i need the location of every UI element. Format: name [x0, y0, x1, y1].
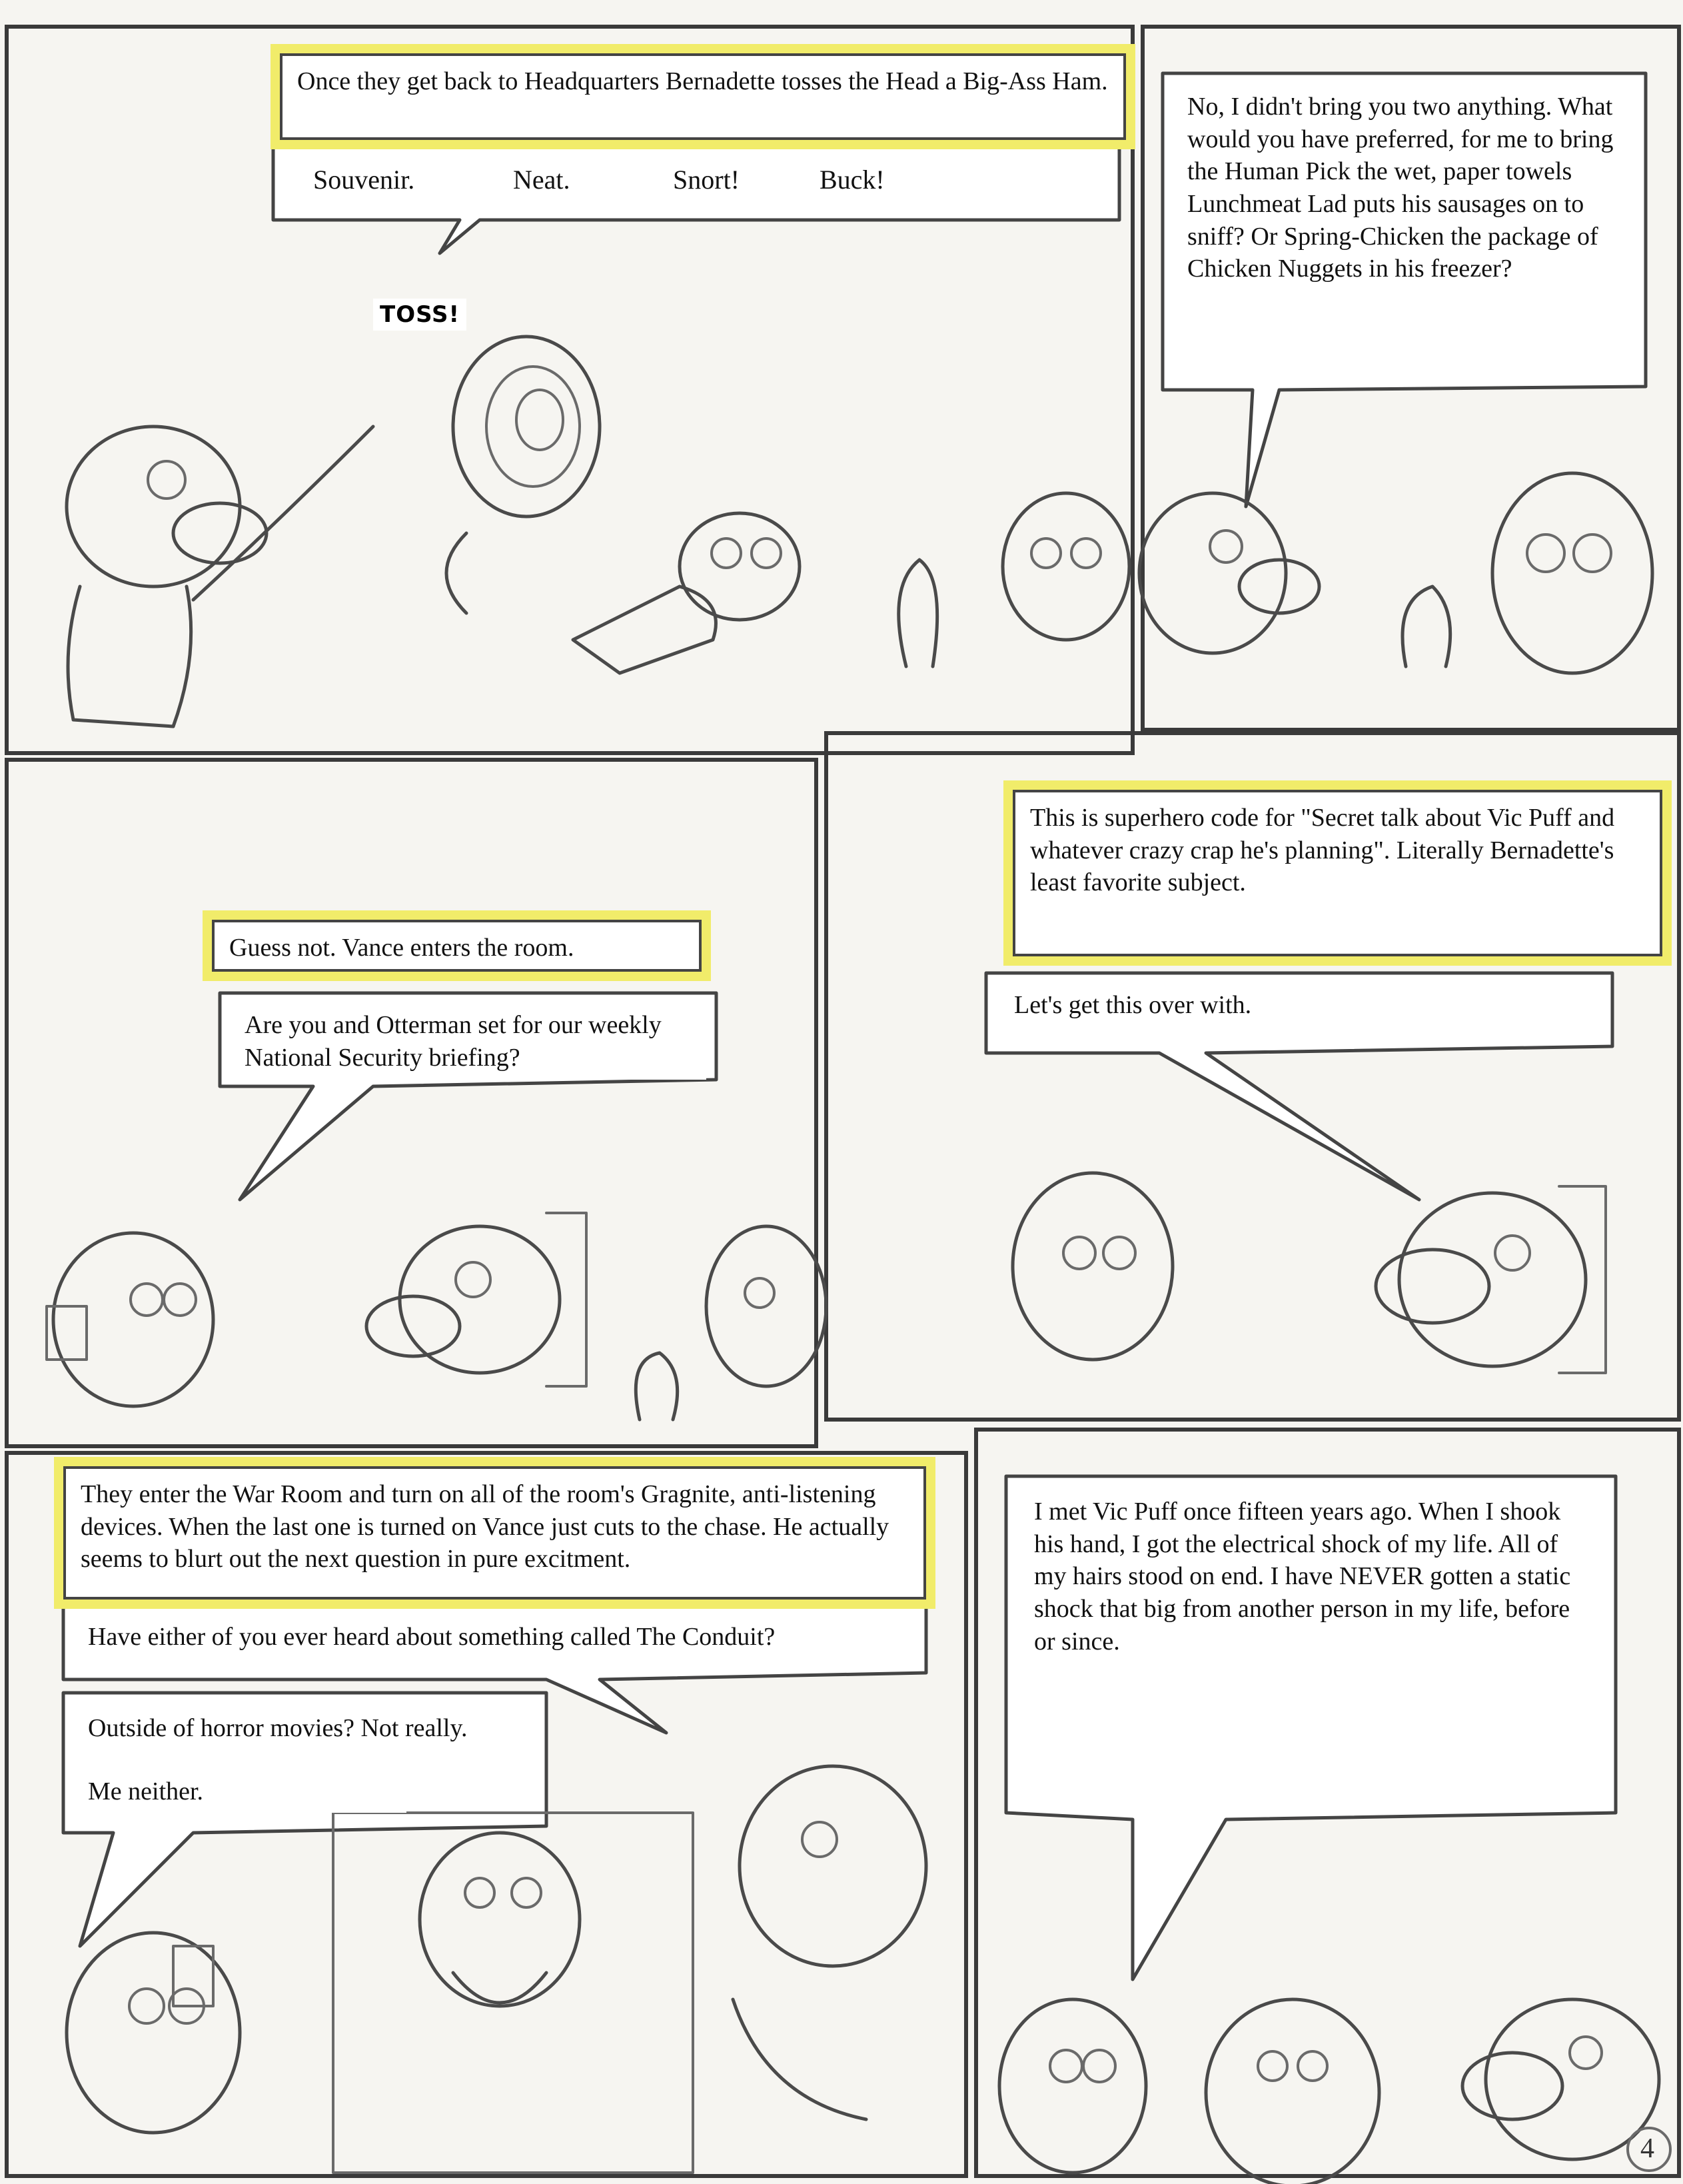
caption-p4: This is superhero code for "Secret talk about Vic Puff and whatever crazy crap he's planning". Literally Bernadette's least favorite subject. — [1013, 790, 1662, 956]
vance-sketch-p5 — [67, 1933, 240, 2133]
dialogue-p5-vance: Have either of you ever heard about something called The Conduit? — [73, 1612, 919, 1665]
head-sketch-p5 — [733, 1766, 926, 2119]
panel-3-frame — [7, 760, 816, 1446]
caption-p1: Once they get back to Headquarters Bernadette tosses the Head a Big-Ass Ham. — [280, 53, 1126, 140]
head-sketch-p1 — [446, 513, 800, 673]
bernadette-sketch-p6 — [1462, 1999, 1659, 2159]
otterman-sketch-p6 — [1206, 1999, 1379, 2184]
bernadette-sketch-p4 — [1376, 1186, 1606, 1373]
dialogue-p1-neat: Neat. — [513, 165, 570, 195]
dialogue-p4: Let's get this over with. — [999, 980, 1599, 1040]
dialogue-p5-otterman: Me neither. — [73, 1766, 406, 1813]
dialogue-p1-snort: Snort! — [673, 165, 740, 195]
dialogue-p3: Are you and Otterman set for our weekly National Security briefing? — [230, 1000, 706, 1080]
bernadette-sketch-p2 — [1139, 493, 1319, 653]
caption-p5: They enter the War Room and turn on all of the room's Gragnite, anti-listening devices. When the last one is turned on Vance just cuts to the chase. He actually seems to blurt out the next question in pure excitment. — [63, 1466, 926, 1600]
dialogue-p1-souvenir: Souvenir. — [313, 165, 415, 195]
dialogue-p1-buck: Buck! — [820, 165, 885, 195]
caption-p3: Guess not. Vance enters the room. — [212, 920, 702, 972]
dialogue-p5-bernadette: Outside of horror movies? Not really. — [73, 1703, 540, 1749]
ham-sketch — [453, 337, 600, 517]
page-number: 4 — [1640, 2133, 1654, 2164]
vance-sketch-p6 — [999, 1999, 1146, 2173]
vance-sketch-p4 — [1013, 1173, 1173, 1360]
sfx-toss: TOSS! — [373, 299, 466, 331]
vance-sketch-p3 — [47, 1233, 213, 1406]
otterman-sketch-p5 — [333, 1813, 693, 2173]
dialogue-p2: No, I didn't bring you two anything. What would you have preferred, for me to bring the Human Pick the wet, paper towels Lunchmeat Lad puts his sausages on to sniff? Or Spring-Chicken the package of Chicken Nuggets in his freezer? — [1173, 81, 1639, 381]
head-and-chicken-sketch-p2 — [1402, 473, 1652, 673]
bernadette-sketch-p3 — [366, 1213, 586, 1386]
dialogue-p6: I met Vic Puff once fifteen years ago. When I shook his hand, I got the electrical shock of my life. All of my hairs stood on end. I have NEVER gotten a static shock that big from another person in my life, before or since. — [1019, 1486, 1606, 1806]
spring-chicken-sketch-p1 — [899, 493, 1129, 666]
head-sketch-p3 — [636, 1226, 826, 1420]
bernadette-sketch-p1 — [67, 427, 373, 726]
